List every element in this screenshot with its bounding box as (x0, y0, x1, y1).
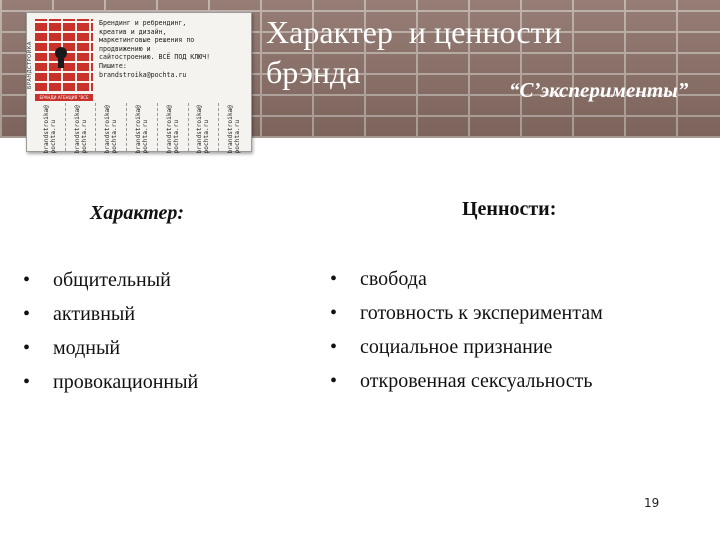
poster-ad-line: Пишите: (99, 61, 127, 70)
poster-tab (157, 103, 188, 154)
poster-tab-text: brandstroika@ pochta.ru (104, 105, 119, 154)
poster-tab-text: brandstroika@ pochta.ru (227, 105, 242, 154)
list-item: • общительный (23, 263, 198, 297)
poster-ad-line: креатив и дизайн, (99, 27, 167, 36)
poster-tear-tabs (35, 103, 249, 154)
poster-tab-text: brandstroika@ pochta.ru (165, 105, 180, 154)
poster-tab (126, 103, 157, 154)
poster-logo-caption: БРАНДИ АГЕНЦИЯ "ВСЕ ПАБУ" (35, 94, 93, 101)
character-heading: Характер: (90, 202, 185, 224)
poster-ad-line: brandstroika@pochta.ru (99, 70, 187, 79)
list-item: • социальное признание (330, 330, 603, 364)
list-item: • откровенная сексуальность (330, 364, 603, 398)
poster-tab-text: brandstroika@ pochta.ru (135, 105, 150, 154)
poster-brand-vertical: БРАНДСТРОЙКА (27, 41, 33, 89)
poster-ad-line: Брендинг и ребрендинг, (99, 19, 187, 27)
values-heading: Ценности: (462, 198, 557, 220)
list-item: • готовность к экспериментам (330, 296, 603, 330)
slide-title-line-2: брэнда (266, 54, 361, 90)
poster-tab-text: brandstroika@ pochta.ru (42, 105, 57, 154)
list-item: • свобода (330, 262, 603, 296)
tear-off-poster-image (26, 12, 252, 152)
poster-tab-text: brandstroika@ pochta.ru (196, 105, 211, 154)
list-item: • провокационный (23, 365, 198, 399)
poster-ad-line: продвижению и (99, 44, 151, 53)
poster-tab (95, 103, 126, 154)
poster-tab (218, 103, 249, 154)
list-item: • модный (23, 331, 198, 365)
keyhole-stem-icon (58, 56, 64, 68)
values-list (330, 262, 603, 398)
poster-ad-line: маркетинговые решения по (99, 36, 195, 45)
character-list (23, 263, 198, 399)
poster-tab-text: brandstroika@ pochta.ru (73, 105, 88, 154)
slide-title-line-1: Характер и ценности (266, 14, 562, 50)
poster-ad-text (99, 19, 249, 79)
poster-tab (188, 103, 219, 154)
list-item: • активный (23, 297, 198, 331)
poster-tab (35, 103, 65, 154)
poster-ad-line: сайтостроению. ВСЁ ПОД КЛЮЧ! (99, 53, 211, 62)
page-number: 19 (644, 496, 660, 510)
poster-tab (65, 103, 96, 154)
slide-subtitle: “С’эксперименты” (509, 78, 689, 102)
